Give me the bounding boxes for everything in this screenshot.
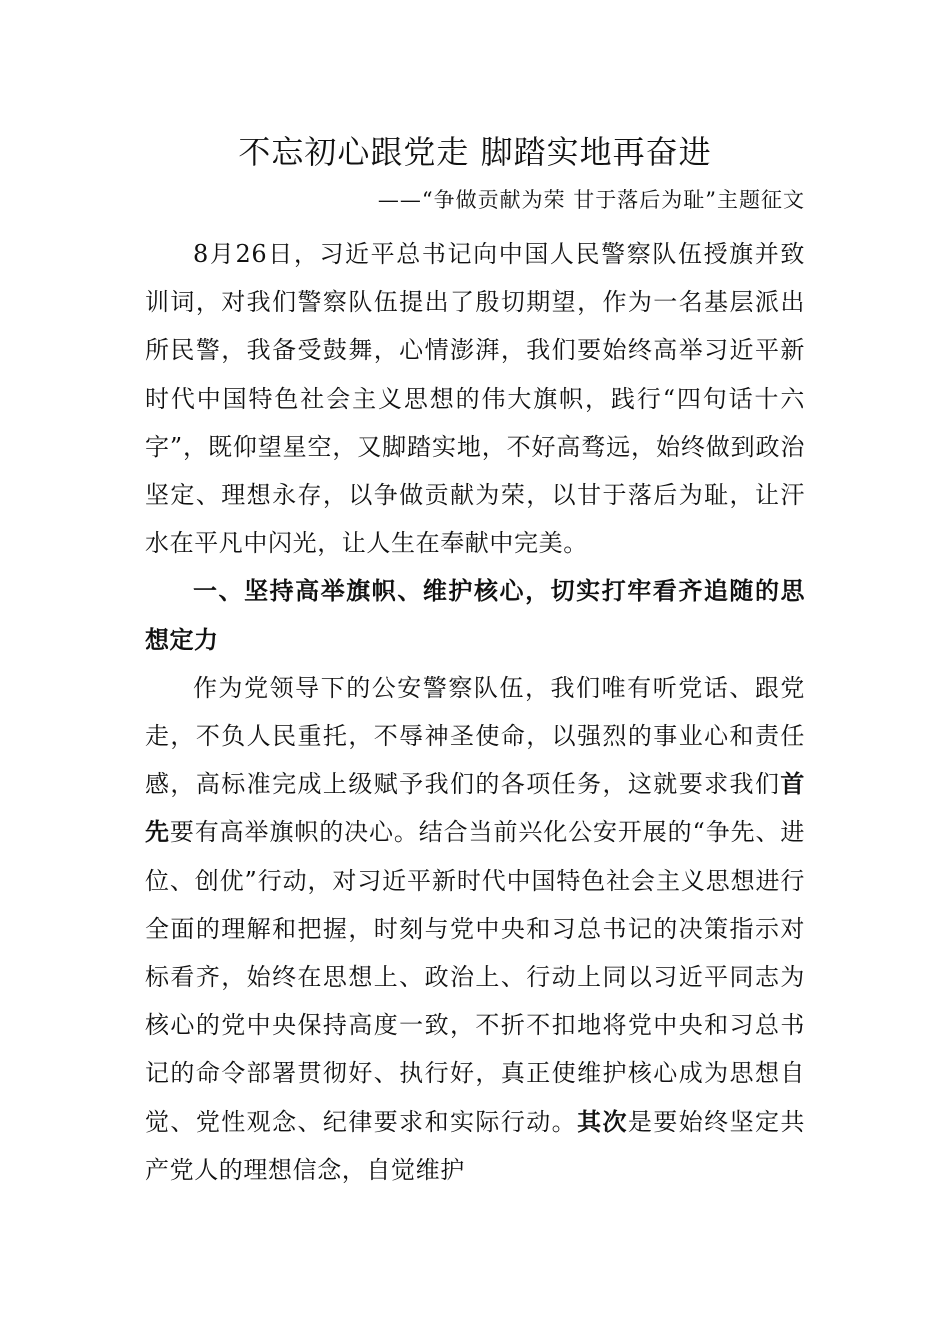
- document-body: [145, 230, 805, 1194]
- paragraph-text: 作为党领导下的公安警察队伍，我们唯有听党话、跟党走，不负人民重托，不辱神圣使命，以强烈的事业心和责任感，高标准完成上级赋予我们的各项任务，这就要求我们: [145, 673, 805, 799]
- paragraph-text: 是要始终坚定共产党人的理想信念，自觉维护: [145, 1107, 806, 1184]
- emphasis-second: 其次: [577, 1107, 628, 1136]
- paragraph-intro: 8月26日，习近平总书记向中国人民警察队伍授旗并致训词，对我们警察队伍提出了殷切期望，作为一名基层派出所民警，我备受鼓舞，心情澎湃，我们要始终高举习近平新时代中国特色社会主义思想的伟大旗帜，践行“四句话十六字”，既仰望星空，又脚踏实地，不好高骛远，始终做到政治坚定、理想永存，以争做贡献为荣，以甘于落后为耻，让汗水在平凡中闪光，让人生在奉献中完美。: [145, 240, 805, 558]
- paragraph-text: 要有高举旗帜的决心。结合当前兴化公安开展的“争先、进位、创优”行动，对习近平新时代中国特色社会主义思想进行全面的理解和把握，时刻与党中央和习总书记的决策指示对标看齐，始终在思想上、政治上、行动上同以习近平同志为核心的党中央保持高度一致，不折不扣地将党中央和习总书记的命令部署贯彻好、执行好，真正使维护核心成为思想自觉、党性观念、纪律要求和实际行动。: [145, 818, 805, 1136]
- document-subtitle: ——“争做贡献为荣 甘于落后为耻”主题征文: [377, 188, 805, 212]
- document-title: 不忘初心跟党走 脚踏实地再奋进: [238, 133, 712, 171]
- section-heading-1: 一、坚持高举旗帜、维护核心，切实打牢看齐追随的思想定力: [145, 577, 805, 654]
- emphasis-first: 首先: [145, 770, 805, 847]
- paragraph-section-1: [145, 664, 805, 1194]
